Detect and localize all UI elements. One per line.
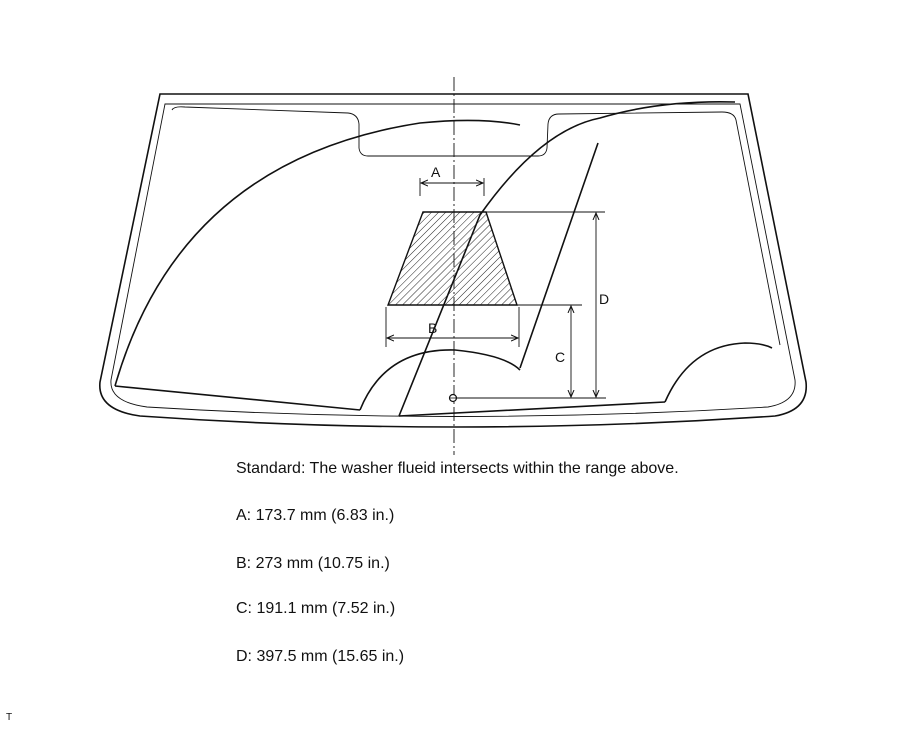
spec-d: D: 397.5 mm (15.65 in.)	[236, 648, 405, 665]
dimension-d-label: D	[599, 291, 610, 307]
dimension-c	[517, 305, 582, 397]
spec-a: A: 173.7 mm (6.83 in.)	[236, 507, 395, 524]
dimension-c-label: C	[555, 349, 566, 365]
right-wiper-pivot-arc	[665, 343, 772, 402]
dimension-a	[420, 164, 484, 196]
dimension-b-label: B	[428, 320, 438, 336]
standard-text: Standard: The washer flueid intersects within the range above.	[236, 460, 679, 477]
dimension-b	[386, 307, 519, 347]
corner-mark: T	[6, 712, 13, 723]
spec-b: B: 273 mm (10.75 in.)	[236, 555, 390, 572]
spec-c: C: 191.1 mm (7.52 in.)	[236, 600, 396, 617]
spray-target-area	[388, 212, 517, 305]
left-wiper-pivot-arc	[360, 350, 520, 410]
dimension-a-label: A	[431, 164, 441, 180]
